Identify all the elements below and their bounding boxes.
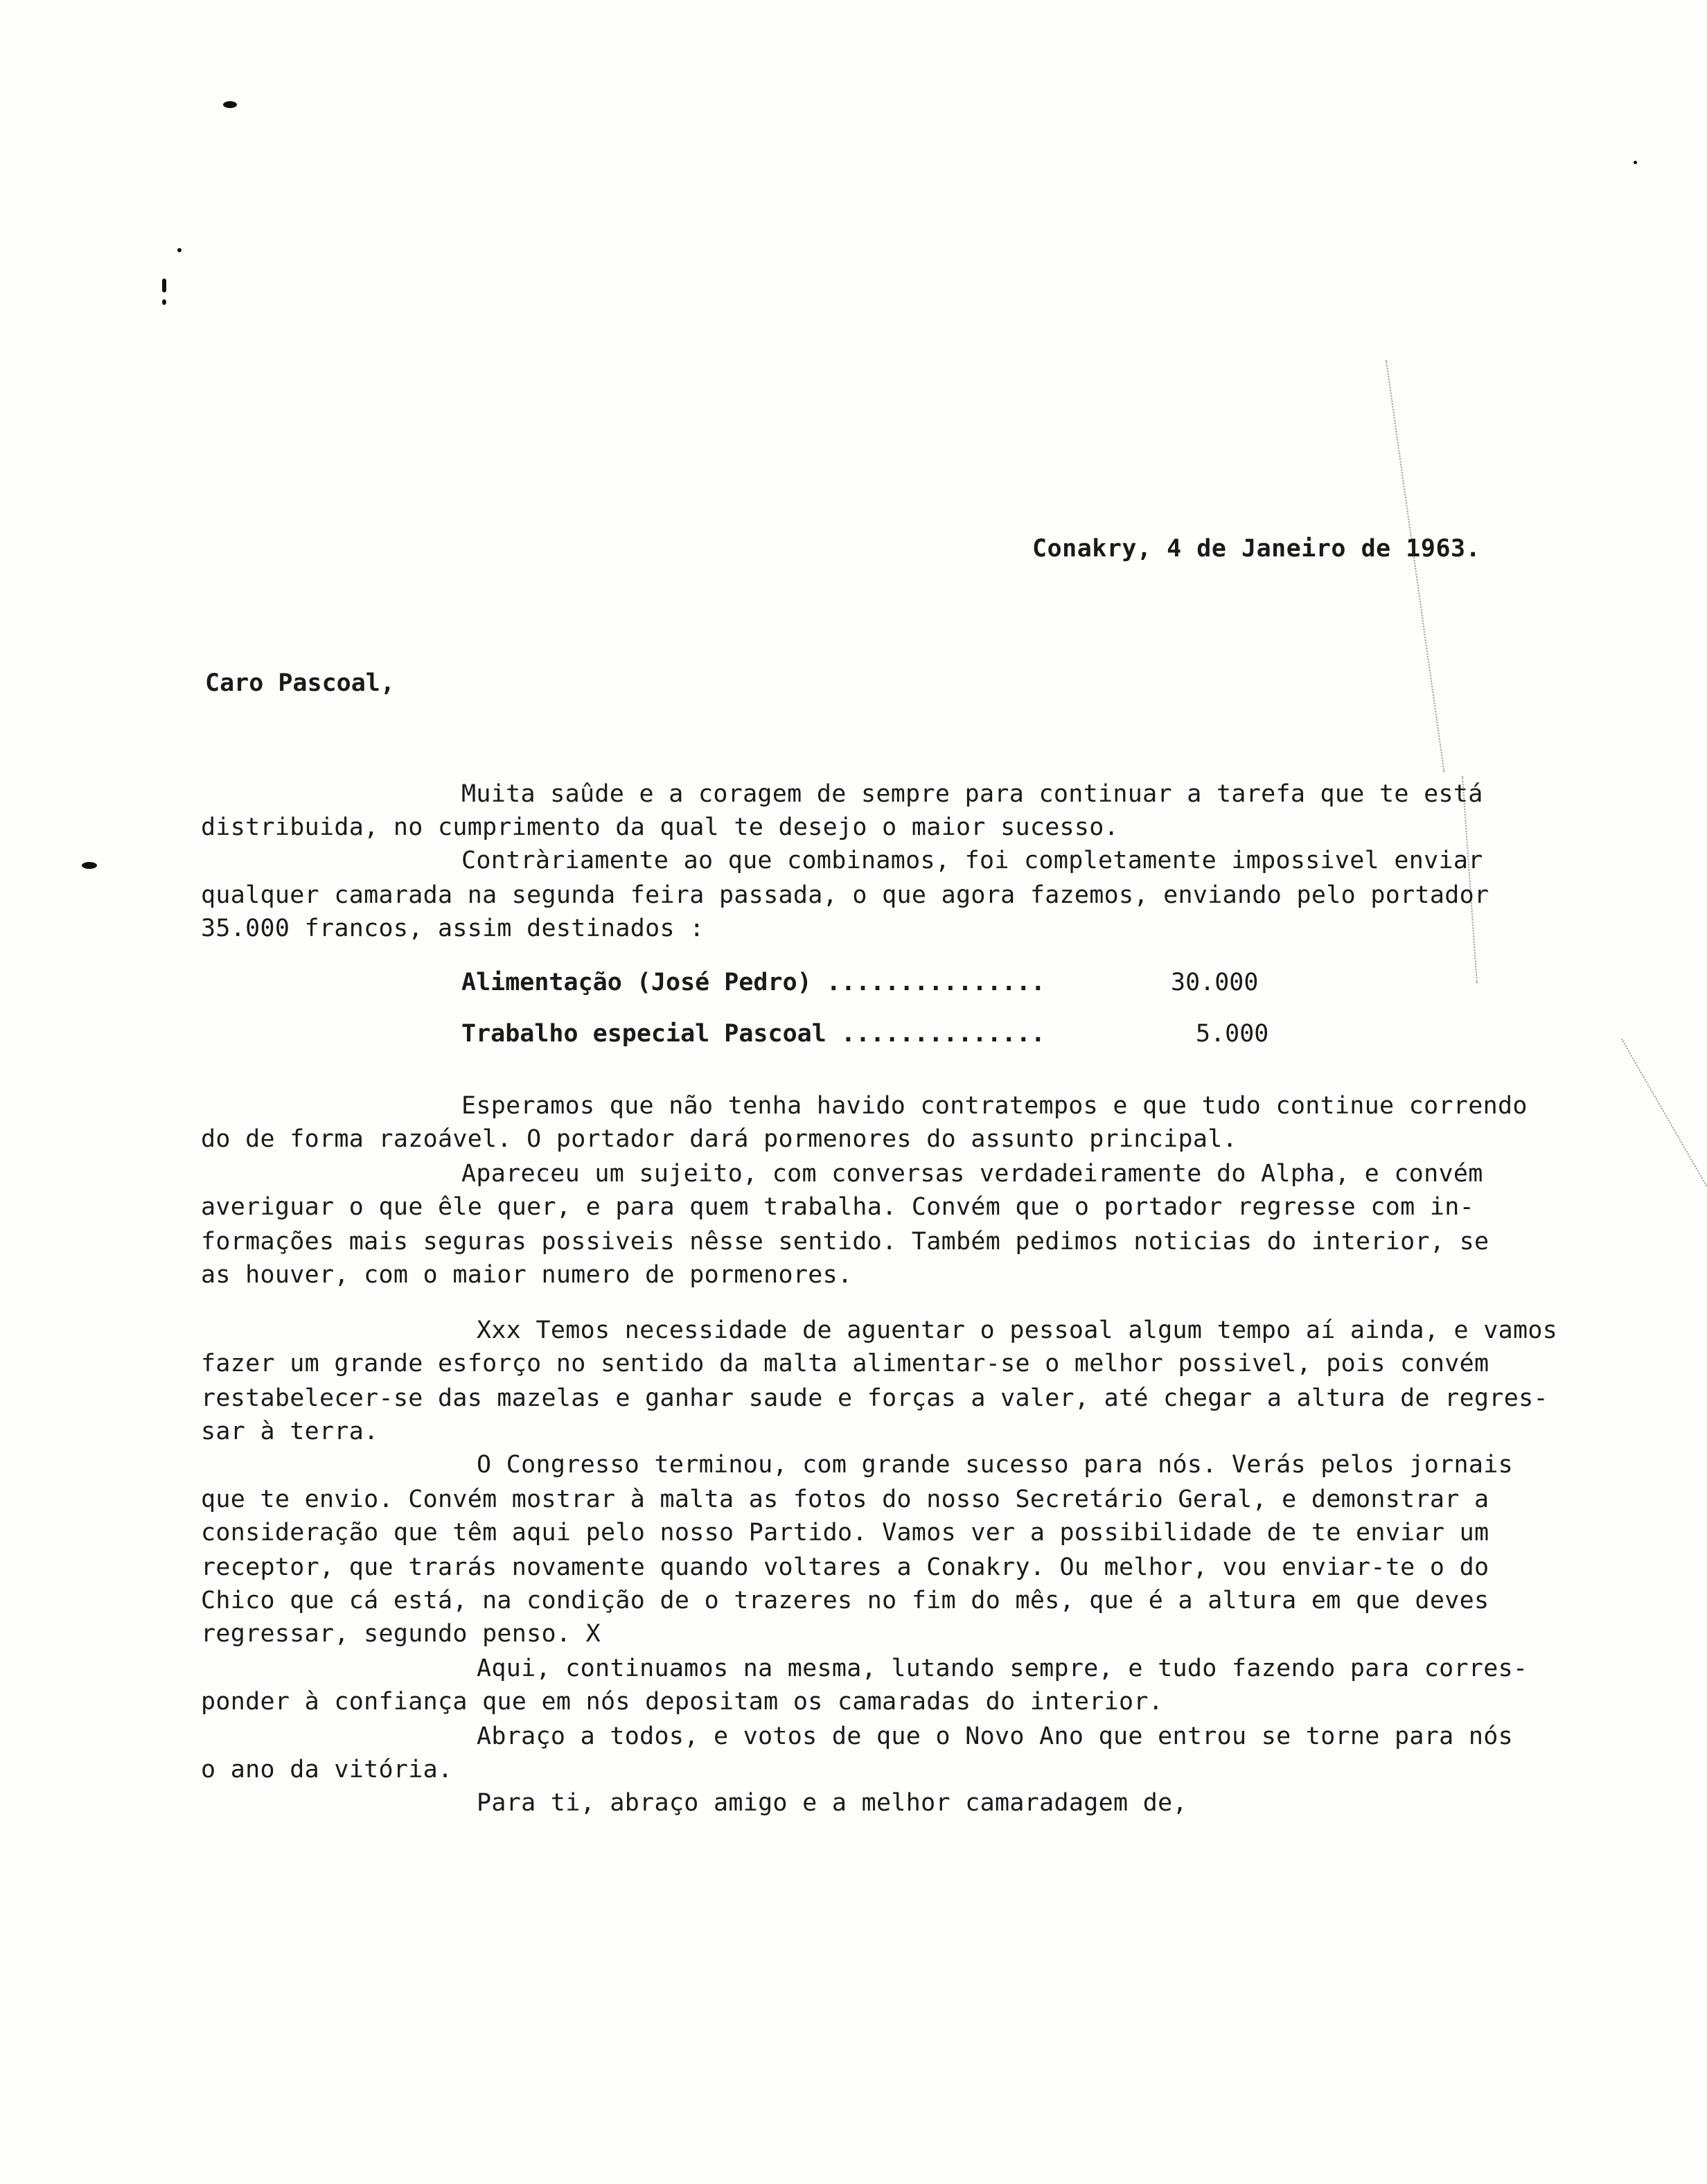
body-line: Contràriamente ao que combinamos, foi completamente impossivel enviar [461,847,1483,874]
body-line: Chico que cá está, na condição de o trazeres no fim do mês, que é a altura em que deves [201,1587,1489,1614]
body-line: Apareceu um sujeito, com conversas verdadeiramente do Alpha, e convém [461,1160,1483,1188]
allocation-label: Trabalho especial Pascoal .............. [461,1020,1045,1048]
allocation-amount: 30.000 [1171,969,1259,996]
body-line: o ano da vitória. [201,1756,453,1784]
body-line: regressar, segundo penso. X [201,1620,601,1648]
body-line: ponder à confiança que em nós depositam os camaradas do interior. [201,1688,1164,1716]
body-line: Abraço a todos, e votos de que o Novo Ano que entrou se torne para nós [477,1723,1514,1750]
salutation: Caro Pascoal, [205,669,395,697]
body-line: Aqui, continuamos na mesma, lutando sempre, e tudo fazendo para corres- [477,1655,1528,1682]
letter-date: Conakry, 4 de Janeiro de 1963. [1032,535,1481,563]
paper-crease [1621,1039,1707,1219]
body-line: do de forma razoável. O portador dará pormenores do assunto principal. [201,1125,1238,1153]
body-line: qualquer camarada na segunda feira passada, o que agora fazemos, enviando pelo portador [201,881,1489,909]
body-line: fazer um grande esforço no sentido da malta alimentar-se o melhor possivel, pois convém [201,1350,1489,1377]
body-line: O Congresso terminou, com grande sucesso para nós. Verás pelos jornais [477,1451,1514,1479]
body-line: distribuida, no cumprimento da qual te desejo o maior sucesso. [201,813,1120,841]
ink-speck [1634,161,1637,164]
body-line: consideração que têm aqui pelo nosso Partido. Vamos ver a possibilidade de te enviar um [201,1519,1489,1547]
ink-speck [162,299,166,305]
allocation-label: Alimentação (José Pedro) ............... [461,969,1045,996]
body-line: Para ti, abraço amigo e a melhor camaradagem de, [477,1789,1187,1817]
paper-crease [1386,360,1444,772]
allocation-amount: 5.000 [1196,1020,1269,1048]
body-line: Esperamos que não tenha havido contratempos e que tudo continue correndo [461,1092,1528,1120]
ink-speck [177,248,182,252]
body-line: sar à terra. [201,1418,379,1445]
body-line: as houver, com o maior numero de pormenores. [201,1261,853,1289]
body-line: restabelecer-se das mazelas e ganhar saude e forças a valer, até chegar a altura de regres- [201,1384,1548,1412]
body-line: que te envio. Convém mostrar à malta as fotos do nosso Secretário Geral, e demonstrar a [201,1486,1489,1513]
ink-speck [162,279,166,292]
body-line: averiguar o que êle quer, e para quem trabalha. Convém que o portador regresse com in- [201,1193,1474,1221]
body-line: formações mais seguras possiveis nêsse sentido. Também pedimos noticias do interior, se [201,1228,1489,1256]
ink-speck [223,101,237,108]
ink-speck [82,862,97,869]
body-line: 35.000 francos, assim destinados : [201,915,705,942]
body-line: Muita saûde e a coragem de sempre para continuar a tarefa que te está [461,780,1483,808]
body-line: Xxx Temos necessidade de aguentar o pessoal algum tempo aí ainda, e vamos [477,1316,1558,1344]
body-line: receptor, que trarás novamente quando voltares a Conakry. Ou melhor, vou enviar-te o do [201,1553,1489,1581]
